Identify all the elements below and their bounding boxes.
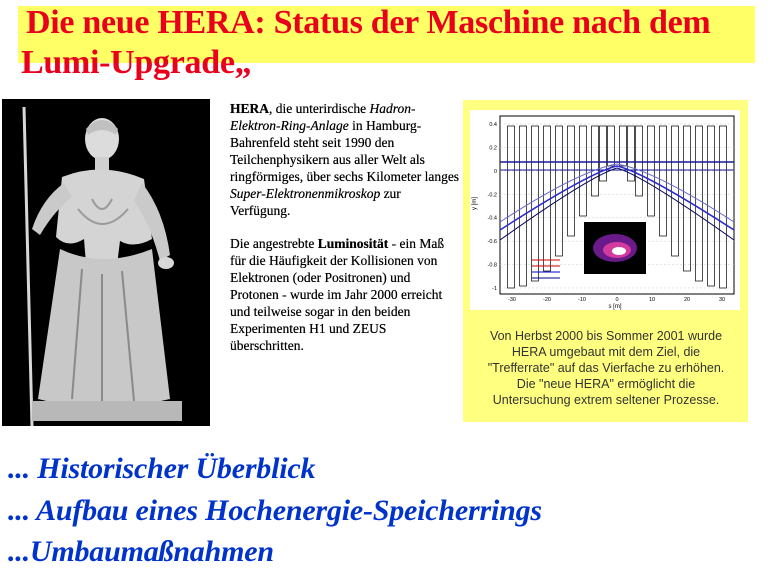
beam-optics-plot [470,110,740,310]
intro-text-c: zur Verfügung. [230,186,401,218]
caption-line-5: Untersuchung extrem seltener Prozesse. [492,393,720,407]
intro-text-b: in Hamburg-Bahrenfeld steht seit 1990 den Teilchenphysikern aus aller Welt als ringförmiges, über sechs Kilometer langes [230,118,460,184]
luminosity-term: Luminosität [317,236,389,251]
x-tick-label: 20 [683,297,691,303]
caption-line-2: HERA umgebaut mit dem Ziel, die [511,345,701,359]
page-title-line-2: Lumi-Upgrade„ [21,44,252,81]
lumi-text-a: Die angestrebte [230,236,318,251]
y-axis-label: y [m] [472,197,478,210]
x-tick-group [508,297,725,303]
caption-line-1: Von Herbst 2000 bis Sommer 2001 wurde [489,329,723,343]
y-tick-label: -0.8 [487,262,497,269]
y-tick-label: -0.2 [487,192,497,199]
beam-profile-core [612,247,626,255]
x-tick-label: -10 [578,297,586,303]
x-axis-label: s [m] [608,304,622,310]
hera-statue-image [2,99,210,426]
beam-optics-svg [470,110,740,310]
y-tick-label: -0.6 [487,239,497,246]
y-tick-label: -1 [492,286,497,292]
y-tick-label: 0.2 [489,145,497,152]
hera-term: HERA [230,101,270,116]
hera-description [230,100,462,354]
x-tick-label: -20 [543,297,551,303]
intro-text-a: , die unterirdische [269,101,370,116]
super-microscope-term: Super-Elektronenmikroskop [230,186,381,201]
nav-link-upgrade-measures[interactable]: ...Umbaumaßnahmen [8,535,274,568]
panel-caption [466,328,746,408]
y-tick-label: -0.4 [487,215,497,222]
x-tick-label: 0 [615,297,619,303]
y-tick-label: 0 [493,168,497,175]
x-tick-label: 10 [648,297,656,303]
caption-line-4: Die "neue HERA" ermöglicht die [516,377,696,391]
caption-line-3: "Trefferrate" auf das Vierfache zu erhöhen. [487,361,725,375]
page-title-line-1: Die neue HERA: Status der Maschine nach dem [26,4,711,41]
paragraph-hera-intro [230,100,462,219]
x-tick-label: 30 [718,297,726,303]
paragraph-luminosity [230,235,462,354]
x-tick-label: -30 [508,297,516,303]
nav-link-historical-overview[interactable]: ... Historischer Überblick [8,452,316,485]
hera-full-name: Hadron-Elektron-Ring-Anlage [230,101,416,133]
lumi-text-b: - ein Maß für die Häufigkeit der Kollisionen von Elektronen (oder Positronen) und Protonen - wurde im Jahr 2000 erreicht und teilweise sogar in den beiden Experimenten H1 und ZEUS überschritten. [230,236,445,353]
nav-link-storage-ring-structure[interactable]: ... Aufbau eines Hochenergie-Speicherrings [8,494,542,527]
y-tick-label: 0.4 [489,122,497,128]
